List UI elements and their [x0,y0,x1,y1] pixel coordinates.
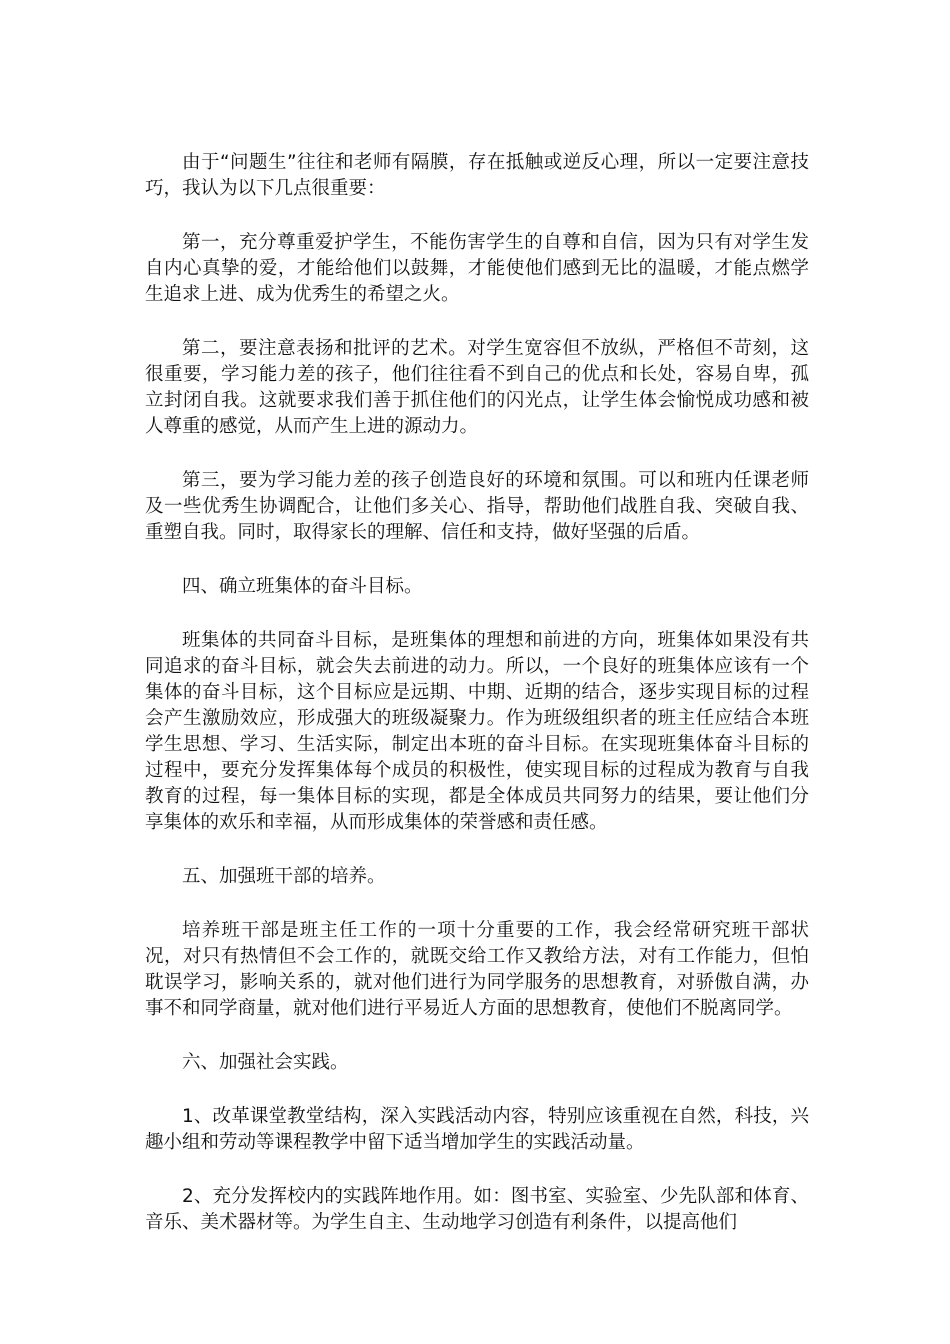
paragraph-point-three: 第三，要为学习能力差的孩子创造良好的环境和氛围。可以和班内任课老师及一些优秀生协调配合，让他们多关心、指导，帮助他们战胜自我、突破自我、重塑自我。同时，取得家长的理解、信任和支持，做好坚强的后盾。 [145,470,809,543]
section-heading-six: 六、加强社会实践。 [182,1052,349,1073]
section-heading-four: 四、确立班集体的奋斗目标。 [182,576,423,597]
paragraph-practice-item-one: 1、改革课堂教堂结构，深入实践活动内容，特别应该重视在自然，科技，兴趣小组和劳动等课程教学中留下适当增加学生的实践活动量。 [145,1106,809,1153]
paragraph-practice-item-two: 2、充分发挥校内的实践阵地作用。如：图书室、实验室、少先队部和体育、音乐、美术器材等。为学生自主、生动地学习创造有利条件，以提高他们 [145,1186,809,1233]
paragraph-class-goals: 班集体的共同奋斗目标，是班集体的理想和前进的方向，班集体如果没有共同追求的奋斗目标，就会失去前进的动力。所以，一个良好的班集体应该有一个集体的奋斗目标，这个目标应是远期、中期、近期的结合，逐步实现目标的过程会产生激励效应，形成强大的班级凝聚力。作为班级组织者的班主任应结合本班学生思想、学习、生活实际，制定出本班的奋斗目标。在实现班集体奋斗目标的过程中，要充分发挥集体每个成员的积极性，使实现目标的过程成为教育与自我教育的过程，每一集体目标的实现，都是全体成员共同努力的结果，要让他们分享集体的欢乐和幸福，从而形成集体的荣誉感和责任感。 [145,630,809,833]
paragraph-class-cadres: 培养班干部是班主任工作的一项十分重要的工作，我会经常研究班干部状况，对只有热情但不会工作的，就既交给工作又教给方法，对有工作能力，但怕耽误学习，影响关系的，就对他们进行为同学服务的思想教育，对骄傲自满，办事不和同学商量，就对他们进行平易近人方面的思想教育，使他们不脱离同学。 [145,920,809,1019]
section-heading-five: 五、加强班干部的培养。 [182,866,386,887]
paragraph-point-two: 第二，要注意表扬和批评的艺术。对学生宽容但不放纵，严格但不苛刻，这很重要，学习能力差的孩子，他们往往看不到自己的优点和长处，容易自卑，孤立封闭自我。这就要求我们善于抓住他们的闪光点，让学生体会愉悦成功感和被人尊重的感觉，从而产生上进的源动力。 [145,338,809,437]
document-body [145,150,809,1264]
paragraph-problem-students-intro: 由于“问题生”往往和老师有隔膜，存在抵触或逆反心理，所以一定要注意技巧，我认为以下几点很重要： [145,152,809,199]
paragraph-point-one: 第一，充分尊重爱护学生，不能伤害学生的自尊和自信，因为只有对学生发自内心真挚的爱，才能给他们以鼓舞，才能使他们感到无比的温暖，才能点燃学生追求上进、成为优秀生的希望之火。 [145,232,809,305]
